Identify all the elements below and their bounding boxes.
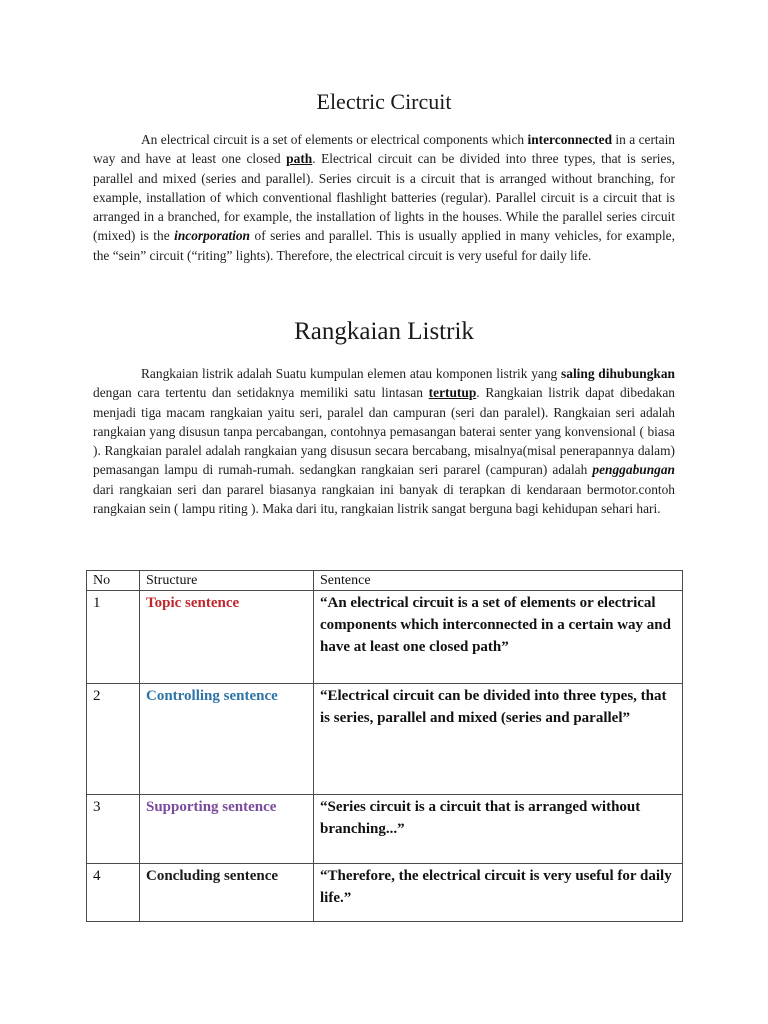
text-run: in a certain way and have at least one closed — [93, 132, 675, 167]
title-rangkaian-listrik: Rangkaian Listrik — [294, 318, 474, 345]
sentence-text: “Therefore, the electrical circuit is very useful for daily life.” — [314, 864, 683, 922]
row-number: 4 — [87, 864, 140, 922]
text-run: Rangkaian listrik adalah Suatu kumpulan elemen atau komponen listrik yang — [141, 366, 562, 381]
sentence-structure-table — [86, 570, 683, 922]
text-run: An electrical circuit is a set of elements or electrical components which — [141, 132, 528, 147]
table-row — [87, 591, 683, 684]
structure-topic-sentence: Topic sentence — [140, 591, 314, 684]
text-run: of series and parallel. This is usually applied in many vehicles, for example, the “sein” circuit (“riting” lights). Therefore, the electrical circuit is very useful for daily life. — [93, 228, 675, 263]
bold-underlined-term-tertutup: tertutup — [428, 385, 477, 401]
row-number: 1 — [87, 591, 140, 684]
text-run: . Rangkaian listrik dapat dibedakan menjadi tiga macam rangkaian yaitu seri, paralel dan campuran (seri dan paralel). Rangkaian seri adalah rangkaian yang disusun tanpa percabangan, contohnya pemasangan baterai senter yang konvensional ( biasa ). Rangkaian paralel adalah rangkaian yang disusun secara bercabang, misalnya(misal penerapannya dalam) pemasangan lampu di rumah-rumah. sedangkan rangkaian seri pararel (campuran) adalah — [93, 385, 675, 478]
bold-term-saling-dihubungkan: saling dihubungkan — [561, 366, 676, 381]
text-run: dari rangkaian seri dan pararel biasanya rangkaian ini banyak di terapkan di kendaraan bermotor.contoh rangkaian sein ( lampu riting ). Maka dari itu, rangkaian listrik sangat berguna bagi kehidupan sehari hari. — [93, 481, 675, 517]
sentence-text: “Series circuit is a circuit that is arranged without branching...” — [314, 795, 683, 864]
text-run: . Electrical circuit can be divided into three types, that is series, parallel and mixed (series and parallel). Series circuit is a circuit that is arranged without branching, for example, installation of which conventional flashlight batteries (regular). Parallel circuit is a circuit that is arranged in a branched, for example, the installation of lights in the houses. While the parallel series circuit (mixed) is the — [93, 151, 676, 244]
title-electric-circuit: Electric Circuit — [316, 89, 452, 114]
bold-underlined-term-path: path — [286, 151, 313, 167]
table-row — [87, 684, 683, 795]
row-number: 2 — [87, 684, 140, 795]
paragraph-rangkaian-listrik — [93, 364, 675, 518]
sentence-text: “Electrical circuit can be divided into three types, that is series, parallel and mixed (series and parallel” — [314, 684, 683, 795]
row-number: 3 — [87, 795, 140, 864]
header-sentence: Sentence — [314, 571, 683, 591]
header-structure: Structure — [140, 571, 314, 591]
sentence-text: “An electrical circuit is a set of elements or electrical components which interconnected in a certain way and have at least one closed path” — [314, 591, 683, 684]
bold-italic-term-incorporation: incorporation — [174, 228, 251, 244]
structure-concluding-sentence: Concluding sentence — [140, 864, 314, 922]
table-header-row — [87, 571, 683, 591]
text-run: dengan cara tertentu dan setidaknya memiliki satu lintasan — [93, 385, 429, 401]
table-row — [87, 864, 683, 922]
header-no: No — [87, 571, 140, 591]
structure-supporting-sentence: Supporting sentence — [140, 795, 314, 864]
bold-italic-term-penggabungan: penggabungan — [592, 462, 675, 478]
table-row — [87, 795, 683, 864]
structure-controlling-sentence: Controlling sentence — [140, 684, 314, 795]
bold-term-interconnected: interconnected — [527, 132, 613, 147]
paragraph-electric-circuit — [93, 130, 675, 265]
